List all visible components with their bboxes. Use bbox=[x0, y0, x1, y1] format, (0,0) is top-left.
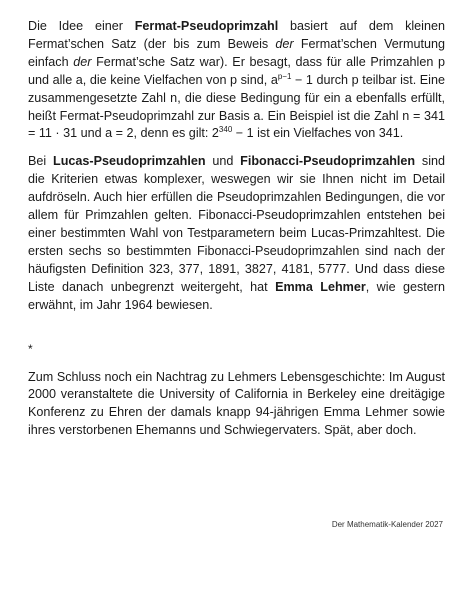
text-span: Die Idee einer bbox=[28, 19, 135, 33]
text-span: Fermat’schen Vermutung einfach bbox=[28, 36, 445, 69]
name-emma-lehmer: Emma Lehmer bbox=[275, 279, 366, 294]
text-span: sind die Kriterien etwas komplexer, weswegen wir sie Ihnen nicht im Detail aufdröseln. Auch hier erfüllen die Pseudoprimzahlen Bedingungen, die vor allem für Primzahlen gelten. Fibonacci-Pseudoprimzahlen entstehen bei einer bestimmten Wahl von Testparametern beim Lucas-Primzahltest. Die ersten sechs so bestimmten Fibonacci-Pseudoprimzahlen sind nach der häufigsten Definition 323, 377, 1891, 3827, 4181, 5777. Und dass diese Liste danach unbegrenzt weitergeht, hat bbox=[28, 154, 446, 294]
text-span: − 1 durch p teilbar ist. Eine zusammengesetzte Zahl n, die diese Bedingung für ein a ebenfalls erfüllt, heißt Fermat-Pseudoprimzahl zur Basis a. Ein Beispiel ist die Zahl n = 341 = 11 · 31 und a = 2, denn es gilt: 2 bbox=[28, 72, 445, 141]
emphasis-der: der bbox=[73, 54, 92, 69]
term-fibonacci-pseudoprime: Fibonacci-Pseudoprimzahlen bbox=[240, 154, 416, 169]
text-span: Bei bbox=[28, 154, 53, 169]
text-span: − 1 ist ein Vielfaches von 341. bbox=[232, 126, 404, 141]
exponent: p−1 bbox=[277, 71, 292, 81]
section-separator: * bbox=[28, 341, 33, 356]
term-fermat-pseudoprime: Fermat-Pseudoprimzahl bbox=[134, 19, 279, 33]
calendar-footer: Der Mathematik-Kalender 2027 bbox=[331, 520, 443, 529]
emphasis-der: der bbox=[275, 36, 294, 51]
text-span: basiert auf dem kleinen Fermat’schen Satz (der bis zum Beweis bbox=[28, 19, 445, 51]
paragraph-postscript: Zum Schluss noch ein Nachtrag zu Lehmers Lebensgeschichte: Im August 2000 veranstaltete die University of California in Berkeley eine dreitägige Konferenz zu Ehren der damals knapp 94-jährigen Emma Lehmer sowie ihres verstorbenen Ehemanns und Schwiegervaters. Spät, aber doch. bbox=[28, 369, 445, 438]
text-span: Fermat’sche Satz war). Er besagt, dass für alle Primzahlen p und alle a, die keine Vielfachen von p sind, a bbox=[28, 54, 445, 87]
term-lucas-pseudoprime: Lucas-Pseudoprimzahlen bbox=[53, 154, 206, 169]
paragraph-fermat bbox=[28, 18, 445, 143]
exponent: 340 bbox=[218, 125, 233, 135]
text-span: , wie gestern erwähnt, im Jahr 1964 bewiesen. bbox=[28, 279, 445, 312]
paragraph-lucas-fibonacci bbox=[28, 153, 445, 314]
text-span: und bbox=[205, 154, 241, 169]
